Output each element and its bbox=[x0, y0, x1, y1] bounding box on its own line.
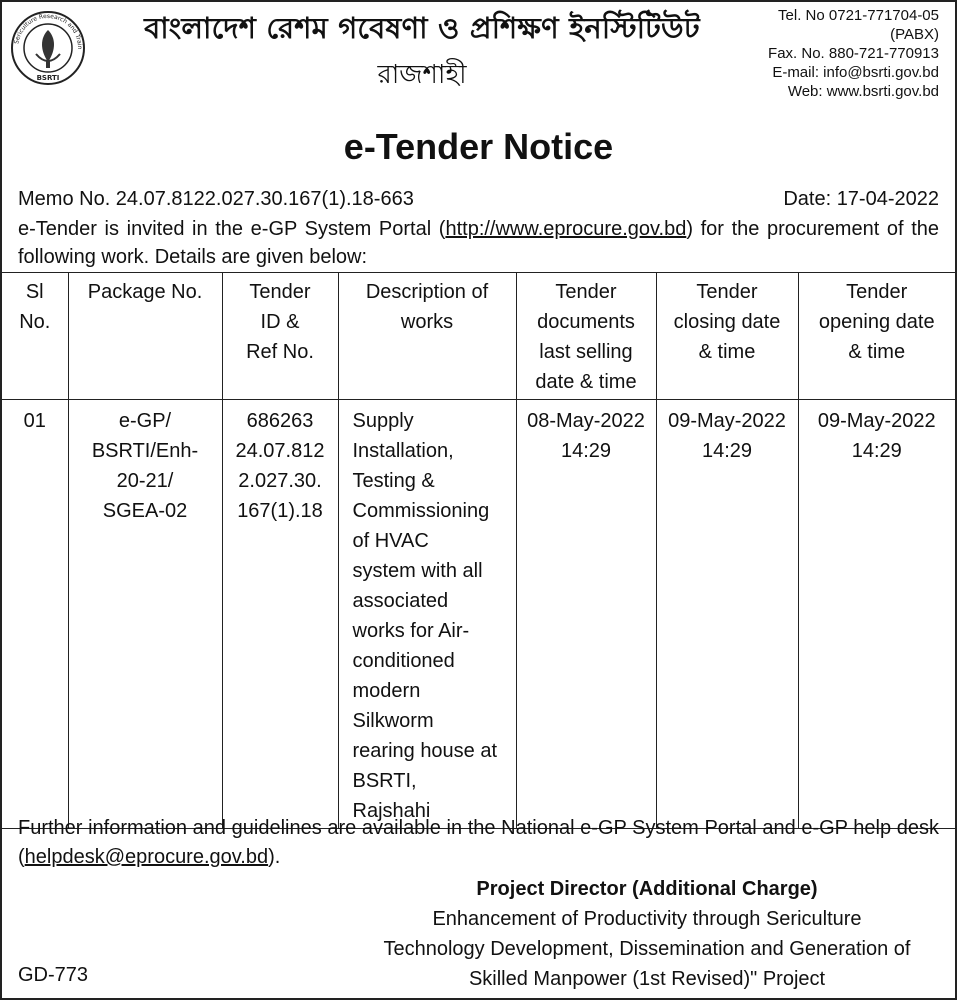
header-package-no: Package No. bbox=[68, 273, 222, 400]
header-last-selling: Tender documents last selling date & time bbox=[516, 273, 656, 400]
further-information: Further information and guidelines are available in the National e-GP System Portal and e-GP help desk (helpdesk@eprocure.gov.bd). bbox=[18, 817, 939, 868]
intro-paragraph: e-Tender is invited in the e-GP System Portal (http://www.eprocure.gov.bd) for the procurement of the following work. Details are given below: bbox=[18, 218, 940, 268]
pabx-label: (PABX) bbox=[890, 26, 939, 43]
cell-last-selling: 08-May-2022 14:29 bbox=[516, 400, 656, 829]
fax: Fax. No. 880-721-770913 bbox=[768, 45, 939, 62]
memo-date: Date: 17-04-2022 bbox=[783, 188, 939, 210]
eprocure-link[interactable]: http://www.eprocure.gov.bd bbox=[445, 218, 687, 240]
cell-sl-no: 01 bbox=[2, 400, 68, 829]
cell-opening: 09-May-2022 14:29 bbox=[798, 400, 955, 829]
header-tender-id: Tender ID & Ref No. bbox=[222, 273, 338, 400]
header-description: Description of works bbox=[338, 273, 516, 400]
email: E-mail: info@bsrti.gov.bd bbox=[772, 64, 939, 81]
signatory-role: Project Director (Additional Charge) bbox=[476, 878, 818, 900]
letterhead bbox=[2, 2, 955, 122]
svg-text:Sericulture Research and Train: Sericulture Research and Train bbox=[13, 12, 84, 50]
city-name-bengali: রাজশাহী bbox=[377, 60, 467, 90]
header-sl-no: Sl No. bbox=[2, 273, 68, 400]
project-name-line3: Skilled Manpower (1st Revised)" Project bbox=[468, 968, 826, 990]
table-header-row bbox=[2, 273, 955, 400]
project-name-line1: Enhancement of Productivity through Sericulture bbox=[432, 908, 862, 930]
table-row bbox=[2, 400, 955, 829]
contact-block bbox=[768, 6, 939, 101]
cell-description: Supply Installation, Testing & Commissioning of HVAC system with all associated works for Air- conditioned modern Silkworm rearing house at BSRTI, Rajshahi bbox=[338, 400, 516, 829]
signature-block bbox=[372, 874, 922, 994]
memo-number: Memo No. 24.07.8122.027.30.167(1).18-663 bbox=[18, 188, 414, 210]
helpdesk-email-link[interactable]: helpdesk@eprocure.gov.bd bbox=[24, 846, 269, 868]
bsrti-logo-icon bbox=[10, 10, 86, 86]
cell-package-no: e-GP/ BSRTI/Enh- 20-21/ SGEA-02 bbox=[68, 400, 222, 829]
cell-tender-id: 686263 24.07.812 2.027.30. 167(1).18 bbox=[222, 400, 338, 829]
tender-table bbox=[2, 272, 955, 829]
svg-text:BSRTI: BSRTI bbox=[36, 74, 60, 82]
memo-line bbox=[18, 188, 939, 211]
project-name-line2: Technology Development, Dissemination and Generation of bbox=[383, 938, 911, 960]
header-opening: Tender opening date & time bbox=[798, 273, 955, 400]
gd-number: GD-773 bbox=[18, 964, 89, 986]
telephone: Tel. No 0721-771704-05 bbox=[778, 7, 939, 24]
website: Web: www.bsrti.gov.bd bbox=[787, 83, 939, 100]
organization-name-bengali: বাংলাদেশ রেশম গবেষণা ও প্রশিক্ষণ ইনস্টিটিউট bbox=[144, 11, 700, 45]
header-closing: Tender closing date & time bbox=[656, 273, 798, 400]
notice-title: e-Tender Notice bbox=[343, 126, 614, 167]
cell-closing: 09-May-2022 14:29 bbox=[656, 400, 798, 829]
